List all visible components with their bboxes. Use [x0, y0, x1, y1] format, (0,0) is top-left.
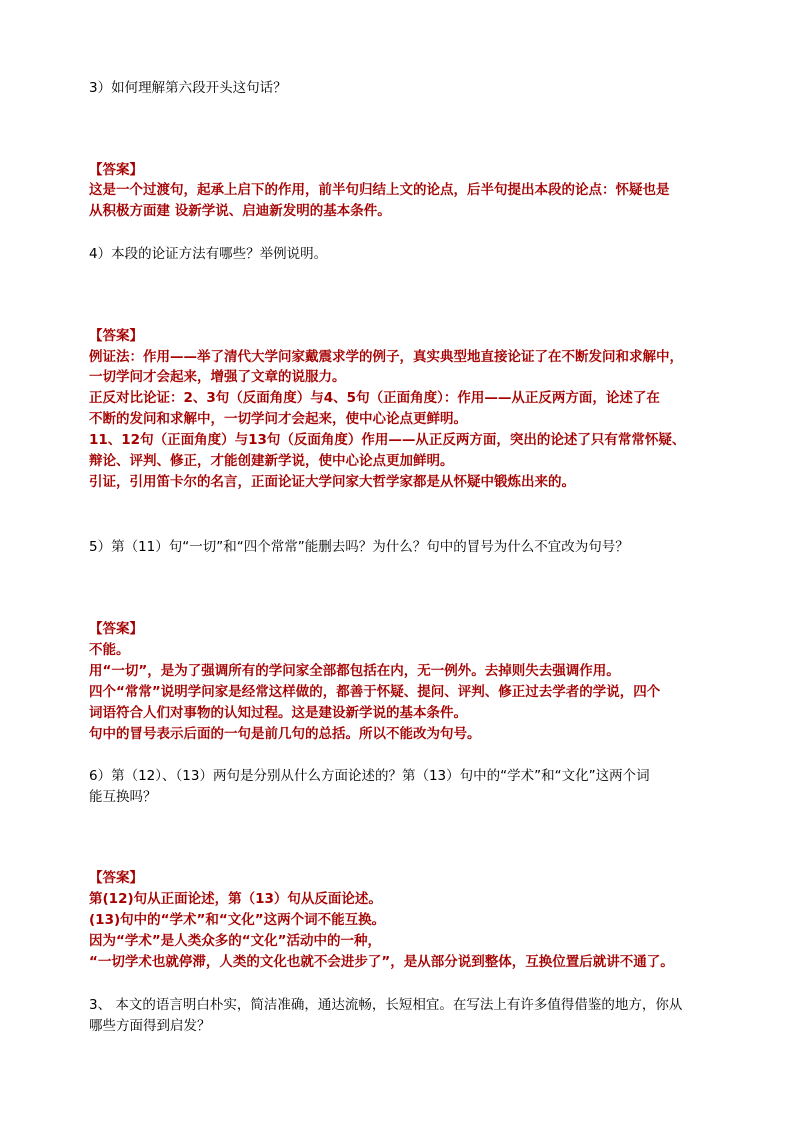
answer-line: 引证，引用笛卡尔的名言，正面论证大学问家大哲学家都是从怀疑中锻炼出来的。: [89, 474, 575, 490]
answer-line: 用“一切”，是为了强调所有的学问家全部都包括在内，无一例外。去掉则失去强调作用。: [89, 663, 620, 679]
answer-label: 【答案】: [89, 621, 143, 637]
answer-line: (13)句中的“学术”和“文化”这两个词不能互换。: [89, 912, 386, 928]
question-3-main-text: 3、 本文的语言明白朴实，简洁准确，通达流畅，长短相宜。在写法上有许多值得借鉴的地方，你从: [89, 997, 683, 1013]
answer-line: 一切学问才会起来，增强了文章的说服力。: [89, 369, 346, 385]
answer-line: 因为“学术”是人类众多的“文化”活动中的一种，: [89, 933, 381, 949]
answer-line: 不断的发问和求解中，一切学问才会起来，使中心论点更鲜明。: [89, 411, 467, 427]
answer-line: “一切学术也就停滞，人类的文化也就不会进步了”，是从部分说到整体，互换位置后就讲不通了。: [89, 954, 674, 970]
answer-line: 辩论、评判、修正，才能创建新学说，使中心论点更加鲜明。: [89, 453, 454, 469]
answer-label: 【答案】: [89, 328, 143, 344]
answer-line: 句中的冒号表示后面的一句是前几句的总括。所以不能改为句号。: [89, 726, 481, 742]
answer-label: 【答案】: [89, 162, 143, 178]
question-5-text: 5）第（11）句“一切”和“四个常常”能删去吗？为什么？句中的冒号为什么不宜改为句号？: [89, 539, 629, 555]
answer-line: 词语符合人们对事物的认知过程。这是建设新学说的基本条件。: [89, 705, 467, 721]
answer-line: 从积极方面建 设新学说、启迪新发明的基本条件。: [89, 203, 391, 219]
answer-line: 正反对比论证：2、3句（反面角度）与4、5句（正面角度）：作用——从正反两方面，论述了在: [89, 390, 660, 406]
question-6-text-cont: 能互换吗？: [89, 789, 157, 805]
question-3-text: 3）如何理解第六段开头这句话？: [89, 80, 287, 96]
answer-line: 四个“常常”说明学问家是经常这样做的，都善于怀疑、提问、评判、修正过去学者的学说，四个: [89, 684, 661, 700]
question-4-text: 4）本段的论证方法有哪些？举例说明。: [89, 246, 328, 262]
answer-line: 例证法：作用——举了清代大学问家戴震求学的例子，真实典型地直接论证了在不断发问和求解中，: [89, 349, 683, 365]
question-3-main-text-cont: 哪些方面得到启发？: [89, 1018, 211, 1034]
answer-line: 11、12句（正面角度）与13句（反面角度）作用——从正反两方面，突出的论述了只有常常怀疑、: [89, 432, 686, 448]
question-6-text: 6）第（12）、（13）两句是分别从什么方面论述的？第（13）句中的“学术”和“文化”这两个词: [89, 768, 650, 784]
answer-line: 第(12)句从正面论述，第（13）句从反面论述。: [89, 891, 382, 907]
answer-line: 这是一个过渡句，起承上启下的作用，前半句归结上文的论点，后半句提出本段的论点：怀疑也是: [89, 182, 670, 198]
answer-label: 【答案】: [89, 870, 143, 886]
answer-line: 不能。: [89, 642, 130, 658]
